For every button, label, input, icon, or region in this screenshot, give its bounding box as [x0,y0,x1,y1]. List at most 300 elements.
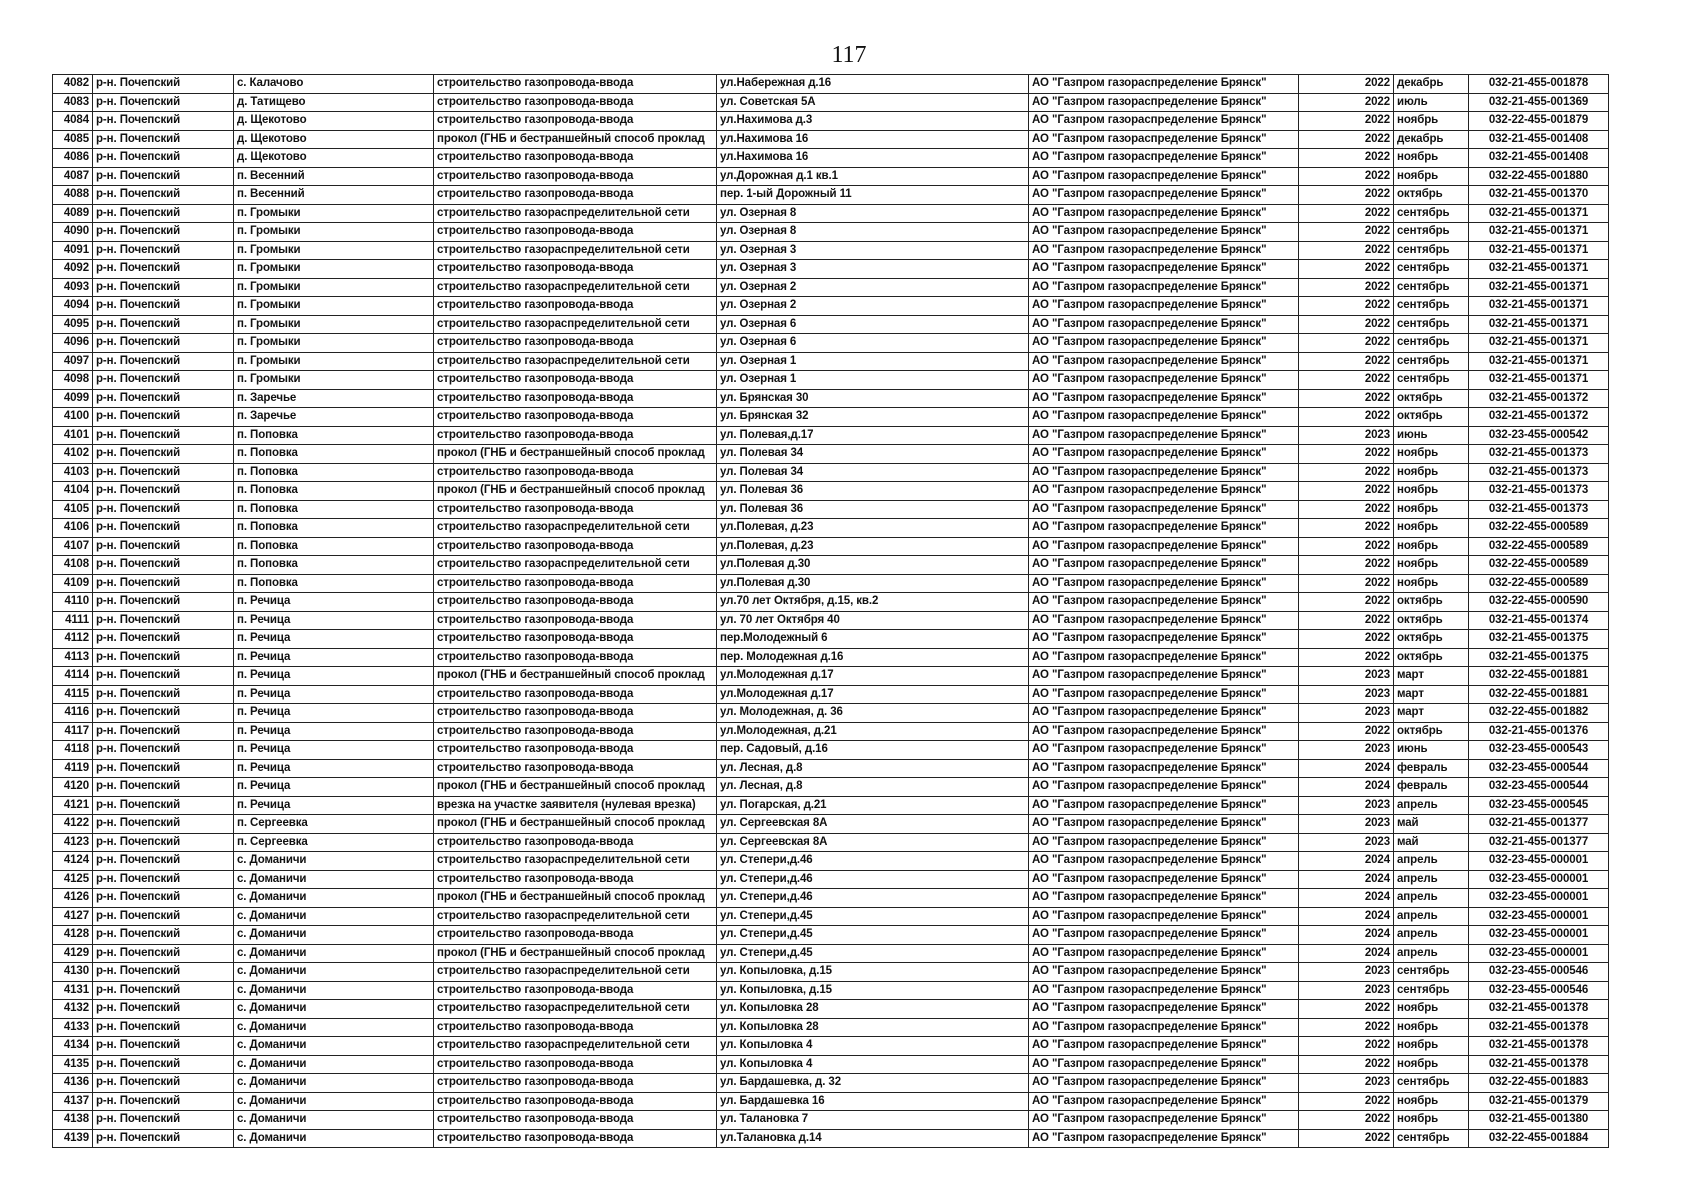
code-cell: 032-22-455-001881 [1469,685,1609,704]
settlement-cell: с. Доманичи [234,1074,434,1093]
table-row [53,149,1609,168]
address-cell: ул. Полевая 36 [717,482,1029,501]
code-cell: 032-23-455-000542 [1469,426,1609,445]
code-cell: 032-23-455-000001 [1469,944,1609,963]
address-cell: ул.Нахимова 16 [717,130,1029,149]
district-cell: р-н. Почепский [93,1092,234,1111]
month-cell: июль [1394,93,1469,112]
address-cell: ул. Озерная 8 [717,204,1029,223]
table-row [53,1018,1609,1037]
district-cell: р-н. Почепский [93,389,234,408]
row-number: 4120 [53,778,93,797]
district-cell: р-н. Почепский [93,315,234,334]
month-cell: ноябрь [1394,1018,1469,1037]
work-type-cell: строительство газопровода-ввода [434,1129,717,1148]
month-cell: сентябрь [1394,963,1469,982]
settlement-cell: п. Речица [234,685,434,704]
year-cell: 2024 [1299,852,1394,871]
code-cell: 032-22-455-000590 [1469,593,1609,612]
row-number: 4132 [53,1000,93,1019]
settlement-cell: п. Речица [234,704,434,723]
organization-cell: АО "Газпром газораспределение Брянск" [1029,371,1299,390]
address-cell: ул.Нахимова д.3 [717,112,1029,131]
year-cell: 2022 [1299,241,1394,260]
district-cell: р-н. Почепский [93,667,234,686]
code-cell: 032-21-455-001375 [1469,630,1609,649]
district-cell: р-н. Почепский [93,889,234,908]
district-cell: р-н. Почепский [93,981,234,1000]
organization-cell: АО "Газпром газораспределение Брянск" [1029,870,1299,889]
address-cell: ул. Степери,д.45 [717,944,1029,963]
address-cell: ул. Озерная 1 [717,371,1029,390]
code-cell: 032-21-455-001373 [1469,482,1609,501]
organization-cell: АО "Газпром газораспределение Брянск" [1029,1000,1299,1019]
code-cell: 032-21-455-001370 [1469,186,1609,205]
code-cell: 032-21-455-001373 [1469,463,1609,482]
work-type-cell: строительство газораспределительной сети [434,1037,717,1056]
table-row [53,186,1609,205]
organization-cell: АО "Газпром газораспределение Брянск" [1029,593,1299,612]
district-cell: р-н. Почепский [93,408,234,427]
code-cell: 032-22-455-000589 [1469,537,1609,556]
year-cell: 2022 [1299,463,1394,482]
row-number: 4085 [53,130,93,149]
month-cell: октябрь [1394,186,1469,205]
row-number: 4109 [53,574,93,593]
code-cell: 032-23-455-000001 [1469,907,1609,926]
organization-cell: АО "Газпром газораспределение Брянск" [1029,278,1299,297]
year-cell: 2023 [1299,963,1394,982]
year-cell: 2023 [1299,426,1394,445]
row-number: 4134 [53,1037,93,1056]
organization-cell: АО "Газпром газораспределение Брянск" [1029,611,1299,630]
district-cell: р-н. Почепский [93,556,234,575]
row-number: 4114 [53,667,93,686]
work-type-cell: строительство газопровода-ввода [434,648,717,667]
row-number: 4111 [53,611,93,630]
row-number: 4096 [53,334,93,353]
year-cell: 2022 [1299,722,1394,741]
month-cell: сентябрь [1394,315,1469,334]
district-cell: р-н. Почепский [93,1129,234,1148]
settlement-cell: п. Громыки [234,352,434,371]
month-cell: сентябрь [1394,278,1469,297]
row-number: 4135 [53,1055,93,1074]
organization-cell: АО "Газпром газораспределение Брянск" [1029,260,1299,279]
table-row [53,204,1609,223]
settlement-cell: п. Громыки [234,278,434,297]
settlement-cell: с. Доманичи [234,963,434,982]
district-cell: р-н. Почепский [93,149,234,168]
district-cell: р-н. Почепский [93,926,234,945]
settlement-cell: п. Весенний [234,167,434,186]
district-cell: р-н. Почепский [93,778,234,797]
row-number: 4089 [53,204,93,223]
settlement-cell: п. Поповка [234,445,434,464]
district-cell: р-н. Почепский [93,833,234,852]
year-cell: 2023 [1299,815,1394,834]
work-type-cell: строительство газопровода-ввода [434,926,717,945]
row-number: 4083 [53,93,93,112]
settlement-cell: п. Громыки [234,334,434,353]
year-cell: 2022 [1299,297,1394,316]
year-cell: 2022 [1299,186,1394,205]
district-cell: р-н. Почепский [93,426,234,445]
row-number: 4095 [53,315,93,334]
settlement-cell: с. Доманичи [234,889,434,908]
code-cell: 032-21-455-001374 [1469,611,1609,630]
district-cell: р-н. Почепский [93,648,234,667]
work-type-cell: строительство газопровода-ввода [434,593,717,612]
work-type-cell: прокол (ГНБ и бестраншейный способ проклад [434,130,717,149]
address-cell: ул. Брянская 30 [717,389,1029,408]
district-cell: р-н. Почепский [93,352,234,371]
code-cell: 032-23-455-000545 [1469,796,1609,815]
code-cell: 032-21-455-001375 [1469,648,1609,667]
year-cell: 2022 [1299,204,1394,223]
district-cell: р-н. Почепский [93,112,234,131]
code-cell: 032-21-455-001372 [1469,408,1609,427]
year-cell: 2022 [1299,334,1394,353]
month-cell: ноябрь [1394,112,1469,131]
year-cell: 2022 [1299,574,1394,593]
settlement-cell: п. Речица [234,778,434,797]
settlement-cell: с. Доманичи [234,981,434,1000]
organization-cell: АО "Газпром газораспределение Брянск" [1029,223,1299,242]
organization-cell: АО "Газпром газораспределение Брянск" [1029,1129,1299,1148]
table-row [53,1092,1609,1111]
work-type-cell: строительство газопровода-ввода [434,260,717,279]
settlement-cell: п. Поповка [234,519,434,538]
work-type-cell: прокол (ГНБ и бестраншейный способ проклад [434,667,717,686]
work-type-cell: строительство газопровода-ввода [434,574,717,593]
code-cell: 032-22-455-001883 [1469,1074,1609,1093]
organization-cell: АО "Газпром газораспределение Брянск" [1029,408,1299,427]
work-type-cell: прокол (ГНБ и бестраншейный способ проклад [434,815,717,834]
work-type-cell: строительство газопровода-ввода [434,93,717,112]
table-row [53,667,1609,686]
settlement-cell: п. Громыки [234,204,434,223]
district-cell: р-н. Почепский [93,741,234,760]
code-cell: 032-21-455-001377 [1469,815,1609,834]
table-row [53,685,1609,704]
organization-cell: АО "Газпром газораспределение Брянск" [1029,574,1299,593]
table-row [53,93,1609,112]
address-cell: ул. Озерная 8 [717,223,1029,242]
work-type-cell: строительство газопровода-ввода [434,741,717,760]
row-number: 4123 [53,833,93,852]
district-cell: р-н. Почепский [93,204,234,223]
address-cell: ул. 70 лет Октября 40 [717,611,1029,630]
row-number: 4106 [53,519,93,538]
district-cell: р-н. Почепский [93,907,234,926]
month-cell: сентябрь [1394,1074,1469,1093]
month-cell: октябрь [1394,408,1469,427]
code-cell: 032-23-455-000001 [1469,889,1609,908]
settlement-cell: п. Заречье [234,408,434,427]
organization-cell: АО "Газпром газораспределение Брянск" [1029,944,1299,963]
year-cell: 2022 [1299,371,1394,390]
month-cell: ноябрь [1394,149,1469,168]
district-cell: р-н. Почепский [93,944,234,963]
row-number: 4107 [53,537,93,556]
code-cell: 032-21-455-001878 [1469,75,1609,94]
district-cell: р-н. Почепский [93,278,234,297]
year-cell: 2022 [1299,260,1394,279]
work-type-cell: строительство газопровода-ввода [434,1018,717,1037]
row-number: 4139 [53,1129,93,1148]
year-cell: 2022 [1299,130,1394,149]
code-cell: 032-21-455-001378 [1469,1055,1609,1074]
organization-cell: АО "Газпром газораспределение Брянск" [1029,556,1299,575]
settlement-cell: с. Доманичи [234,870,434,889]
year-cell: 2024 [1299,759,1394,778]
district-cell: р-н. Почепский [93,1018,234,1037]
organization-cell: АО "Газпром газораспределение Брянск" [1029,389,1299,408]
address-cell: ул. Степери,д.46 [717,889,1029,908]
month-cell: октябрь [1394,722,1469,741]
organization-cell: АО "Газпром газораспределение Брянск" [1029,815,1299,834]
month-cell: ноябрь [1394,500,1469,519]
month-cell: октябрь [1394,648,1469,667]
month-cell: апрель [1394,870,1469,889]
address-cell: ул.Нахимова 16 [717,149,1029,168]
code-cell: 032-21-455-001379 [1469,1092,1609,1111]
code-cell: 032-21-455-001376 [1469,722,1609,741]
work-type-cell: строительство газораспределительной сети [434,204,717,223]
code-cell: 032-22-455-001880 [1469,167,1609,186]
row-number: 4124 [53,852,93,871]
district-cell: р-н. Почепский [93,852,234,871]
month-cell: ноябрь [1394,556,1469,575]
work-type-cell: строительство газопровода-ввода [434,371,717,390]
organization-cell: АО "Газпром газораспределение Брянск" [1029,759,1299,778]
settlement-cell: п. Поповка [234,574,434,593]
settlement-cell: п. Поповка [234,482,434,501]
table-row [53,352,1609,371]
address-cell: пер. Садовый, д.16 [717,741,1029,760]
work-type-cell: строительство газораспределительной сети [434,556,717,575]
month-cell: сентябрь [1394,1129,1469,1148]
row-number: 4098 [53,371,93,390]
settlement-cell: п. Сергеевка [234,833,434,852]
settlement-cell: п. Речица [234,648,434,667]
settlement-cell: с. Доманичи [234,1000,434,1019]
month-cell: март [1394,704,1469,723]
district-cell: р-н. Почепский [93,500,234,519]
row-number: 4136 [53,1074,93,1093]
address-cell: ул.Полевая, д.23 [717,537,1029,556]
work-type-cell: строительство газораспределительной сети [434,519,717,538]
work-type-cell: строительство газопровода-ввода [434,334,717,353]
address-cell: ул. Талановка 7 [717,1111,1029,1130]
address-cell: ул. Степери,д.46 [717,852,1029,871]
month-cell: апрель [1394,889,1469,908]
table-row [53,611,1609,630]
row-number: 4117 [53,722,93,741]
work-type-cell: строительство газораспределительной сети [434,1000,717,1019]
month-cell: ноябрь [1394,1055,1469,1074]
work-type-cell: строительство газопровода-ввода [434,75,717,94]
work-type-cell: прокол (ГНБ и бестраншейный способ проклад [434,778,717,797]
month-cell: апрель [1394,852,1469,871]
settlement-cell: п. Речица [234,759,434,778]
settlement-cell: п. Речица [234,741,434,760]
row-number: 4091 [53,241,93,260]
month-cell: сентябрь [1394,297,1469,316]
address-cell: ул. Полевая,д.17 [717,426,1029,445]
year-cell: 2024 [1299,778,1394,797]
settlement-cell: п. Весенний [234,186,434,205]
code-cell: 032-21-455-001408 [1469,149,1609,168]
month-cell: сентябрь [1394,260,1469,279]
year-cell: 2022 [1299,75,1394,94]
code-cell: 032-22-455-001881 [1469,667,1609,686]
address-cell: ул. Сергеевская 8А [717,833,1029,852]
year-cell: 2022 [1299,167,1394,186]
year-cell: 2022 [1299,93,1394,112]
year-cell: 2024 [1299,870,1394,889]
table-row [53,722,1609,741]
code-cell: 032-23-455-000001 [1469,926,1609,945]
month-cell: октябрь [1394,630,1469,649]
settlement-cell: п. Заречье [234,389,434,408]
address-cell: ул.Дорожная д.1 кв.1 [717,167,1029,186]
row-number: 4131 [53,981,93,1000]
code-cell: 032-22-455-001879 [1469,112,1609,131]
table-row [53,167,1609,186]
year-cell: 2023 [1299,981,1394,1000]
row-number: 4119 [53,759,93,778]
organization-cell: АО "Газпром газораспределение Брянск" [1029,852,1299,871]
table-row [53,1074,1609,1093]
table-row [53,870,1609,889]
row-number: 4122 [53,815,93,834]
organization-cell: АО "Газпром газораспределение Брянск" [1029,167,1299,186]
address-cell: ул. Советская 5А [717,93,1029,112]
code-cell: 032-21-455-001377 [1469,833,1609,852]
settlement-cell: п. Речица [234,667,434,686]
row-number: 4110 [53,593,93,612]
row-number: 4108 [53,556,93,575]
address-cell: пер.Молодежный 6 [717,630,1029,649]
year-cell: 2022 [1299,1018,1394,1037]
organization-cell: АО "Газпром газораспределение Брянск" [1029,352,1299,371]
work-type-cell: строительство газопровода-ввода [434,408,717,427]
district-cell: р-н. Почепский [93,519,234,538]
table-row [53,408,1609,427]
month-cell: октябрь [1394,389,1469,408]
table-row [53,1055,1609,1074]
table-row [53,241,1609,260]
year-cell: 2022 [1299,500,1394,519]
organization-cell: АО "Газпром газораспределение Брянск" [1029,907,1299,926]
address-cell: ул.Молодежная д.17 [717,667,1029,686]
organization-cell: АО "Газпром газораспределение Брянск" [1029,926,1299,945]
code-cell: 032-21-455-001371 [1469,334,1609,353]
table-row [53,445,1609,464]
year-cell: 2022 [1299,278,1394,297]
address-cell: ул. Погарская, д.21 [717,796,1029,815]
address-cell: ул. Брянская 32 [717,408,1029,427]
settlement-cell: п. Громыки [234,223,434,242]
work-type-cell: строительство газопровода-ввода [434,870,717,889]
code-cell: 032-22-455-001882 [1469,704,1609,723]
address-cell: ул. Копыловка 28 [717,1018,1029,1037]
work-type-cell: строительство газопровода-ввода [434,1055,717,1074]
district-cell: р-н. Почепский [93,167,234,186]
year-cell: 2023 [1299,667,1394,686]
code-cell: 032-21-455-001371 [1469,352,1609,371]
year-cell: 2022 [1299,537,1394,556]
work-type-cell: строительство газопровода-ввода [434,722,717,741]
address-cell: ул. Озерная 6 [717,334,1029,353]
address-cell: ул.Полевая д.30 [717,574,1029,593]
year-cell: 2022 [1299,389,1394,408]
month-cell: ноябрь [1394,574,1469,593]
organization-cell: АО "Газпром газораспределение Брянск" [1029,463,1299,482]
row-number: 4116 [53,704,93,723]
work-type-cell: строительство газораспределительной сети [434,241,717,260]
month-cell: февраль [1394,778,1469,797]
row-number: 4115 [53,685,93,704]
table-row [53,944,1609,963]
settlement-cell: п. Поповка [234,537,434,556]
row-number: 4100 [53,408,93,427]
organization-cell: АО "Газпром газораспределение Брянск" [1029,1111,1299,1130]
table-row [53,1111,1609,1130]
settlement-cell: п. Поповка [234,556,434,575]
address-cell: ул.Полевая, д.23 [717,519,1029,538]
address-cell: ул. Полевая 36 [717,500,1029,519]
work-type-cell: строительство газопровода-ввода [434,297,717,316]
organization-cell: АО "Газпром газораспределение Брянск" [1029,796,1299,815]
district-cell: р-н. Почепский [93,1037,234,1056]
month-cell: апрель [1394,907,1469,926]
year-cell: 2022 [1299,611,1394,630]
row-number: 4082 [53,75,93,94]
year-cell: 2023 [1299,741,1394,760]
year-cell: 2022 [1299,593,1394,612]
table-row [53,334,1609,353]
organization-cell: АО "Газпром газораспределение Брянск" [1029,519,1299,538]
organization-cell: АО "Газпром газораспределение Брянск" [1029,889,1299,908]
row-number: 4103 [53,463,93,482]
row-number: 4105 [53,500,93,519]
address-cell: ул. Озерная 1 [717,352,1029,371]
settlement-cell: с. Доманичи [234,1111,434,1130]
row-number: 4104 [53,482,93,501]
code-cell: 032-21-455-001373 [1469,445,1609,464]
settlement-cell: п. Поповка [234,463,434,482]
row-number: 4138 [53,1111,93,1130]
month-cell: октябрь [1394,593,1469,612]
district-cell: р-н. Почепский [93,704,234,723]
settlement-cell: п. Громыки [234,371,434,390]
row-number: 4101 [53,426,93,445]
work-type-cell: строительство газопровода-ввода [434,537,717,556]
month-cell: март [1394,685,1469,704]
table-row [53,1129,1609,1148]
organization-cell: АО "Газпром газораспределение Брянск" [1029,426,1299,445]
code-cell: 032-21-455-001371 [1469,371,1609,390]
table-row [53,574,1609,593]
organization-cell: АО "Газпром газораспределение Брянск" [1029,500,1299,519]
work-type-cell: прокол (ГНБ и бестраншейный способ проклад [434,445,717,464]
work-type-cell: прокол (ГНБ и бестраншейный способ проклад [434,889,717,908]
month-cell: ноябрь [1394,463,1469,482]
settlement-cell: д. Татищево [234,93,434,112]
